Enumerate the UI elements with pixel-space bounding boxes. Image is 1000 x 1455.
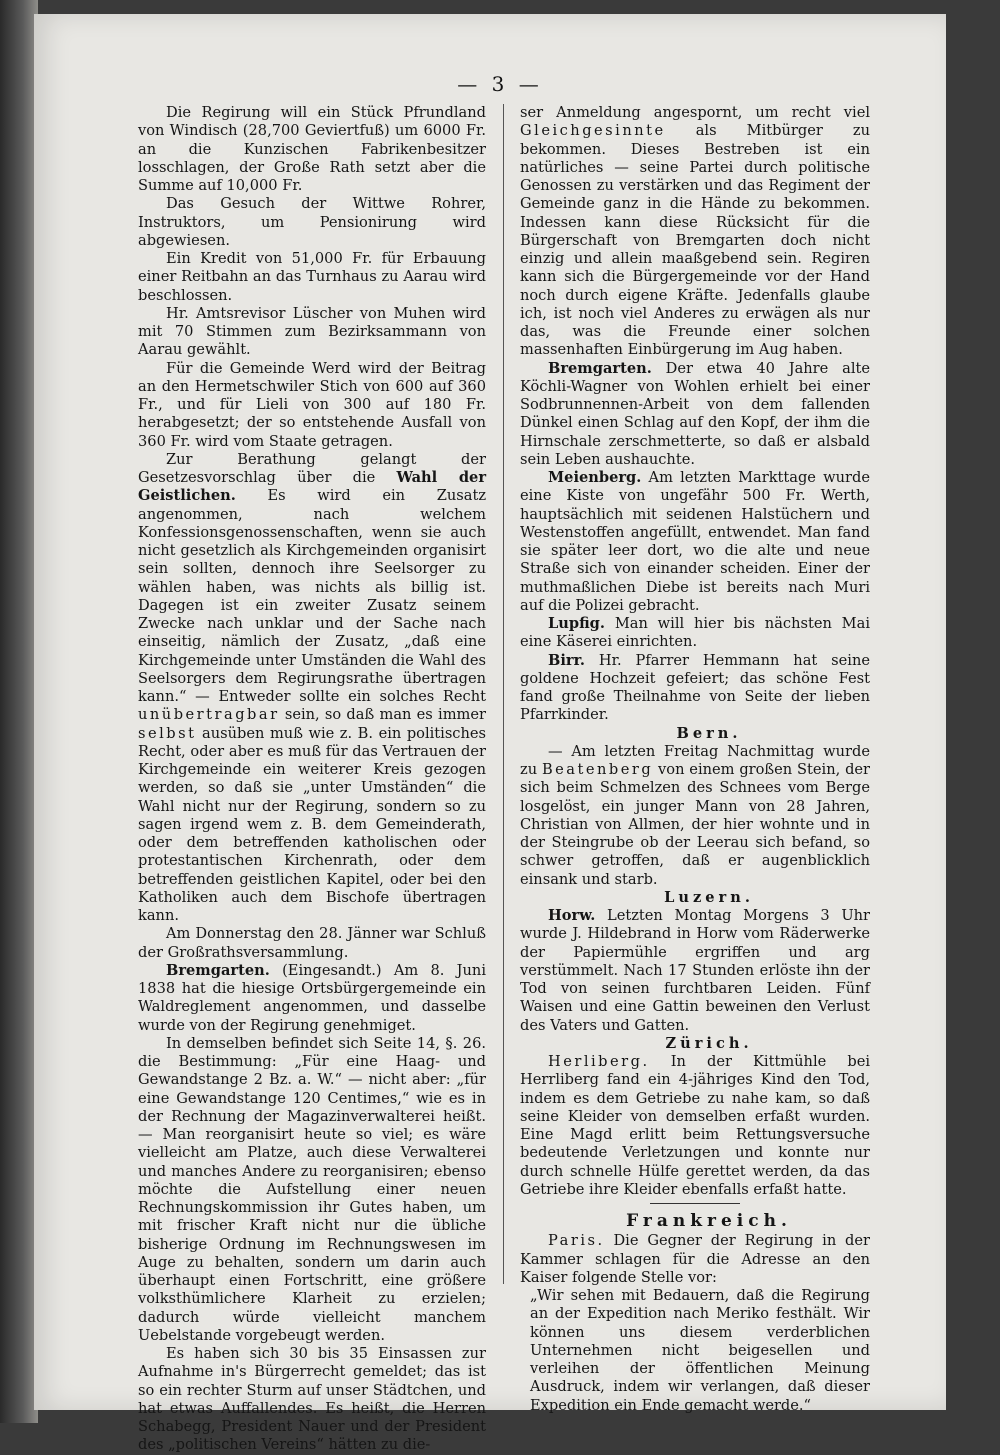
paragraph-bremgarten-unfall [520,360,870,470]
paragraph-bremgarten-wald [138,962,486,1035]
herliberg-spaced: Herliberg. [548,1053,650,1070]
lupfig-text: Man will hier bis nächsten Mai eine Käserei einrichten. [520,615,870,651]
paragraph-rohrer: Das Gesuch der Wittwe Rohrer, Instruktors, um Pensionirung wird abgewiesen. [138,195,486,249]
paragraph-bestimmung: In demselben befindet sich Seite 14, §. 26. die Bestimmung: „Für eine Haag- und Gewandstange 2 Bz. a. W.“ — nicht aber: „für eine Gewandstange 120 Centimes,“ wie es in der Rechnung der Magazinverwalterei heißt. — Man reorganisirt heute so viel; es wäre vielleicht am Platze, auch diese Verwalterei und manches Andere zu reorganisiren; ebenso möchte die Aufstellung einer neuen Rechnungskommission ihr Gutes haben, um mit frischer Kraft nicht nur die übliche bisherige Ordnung im Rechnungswesen im Auge zu behalten, sondern um darin auch überhaupt einen Fortschritt, eine größere volksthümlichere Klarheit zu erzielen; dadurch würde vielleicht manchem Uebelstande vorgebeugt werden. [138,1034,486,1344]
paragraph-horw [520,907,870,1035]
paragraph-paris [520,1232,870,1287]
wahl-text-1: Es wird ein Zusatz angenommen, nach welchem Konfessionsgenossenschaften, wenn sie auch nicht gesetzlich als Kirchgemeinden organisirt sein sollten, dennoch ihre Seelsorger zu wählen haben, was nichts als billig ist. Dagegen ist ein zweiter Zusatz seinem Zwecke nach unklar und der Sache nach einseitig, nämlich der Zusatz, „daß eine Kirchgemeinde unter Umständen die Wahl des Seelsorgers dem Regirungsrathe übertragen kann.“ — Entweder sollte ein solches Recht [138,487,487,705]
anmeldung-spaced: Gleichgesinnte [520,122,666,140]
anmeldung-text-1: ser Anmeldung angespornt, um recht viel [520,104,870,121]
wahl-text-2: sein, so daß man es immer [284,706,487,724]
paragraph-herliberg [520,1053,870,1199]
paragraph-pfrundland: Die Regirung will ein Stück Pfrundland von Windisch (28,700 Geviertfuß) um 6000 Fr. an die Kunzischen Fabrikenbesitzer losschlagen, der Große Rath setzt aber die Summe auf 10,000 Fr. [138,104,486,194]
column-divider [503,104,504,1284]
wahl-intro: Zur Berathung gelangt der Gesetzesvorschlag über die [138,450,486,486]
meienberg-keyword: Meienberg. [548,469,642,486]
beatenberg-text-2: von einem großen Stein, der sich beim Schmelzen des Schnees vom Berge losgelöst, ein junger Mann von 28 Jahren, Christian von Allmen, der hier wohnte und in der Steingrube ob der Leerau sich befand, so schwer getroffen, daß er augenblicklich einsank und starb. [520,761,871,888]
adresse-quote [520,1287,870,1415]
birr-text: Hr. Pfarrer Hemmann hat seine goldene Hochzeit gefeiert; das schöne Fest fand große Theilnahme von Seite der lieben Pfarrkinder. [520,651,870,724]
horw-keyword: Horw. [548,907,596,924]
bremgarten-keyword: Bremgarten. [166,961,270,979]
beatenberg-spaced: Beatenberg [541,761,654,778]
section-heading-luzern: Luzern. [664,888,754,906]
herliberg-text: In der Kittmühle bei Herrliberg fand ein 4-jähriges Kind den Tod, indem es dem Getriebe zu nahe kam, so daß seine Kleider von demselben erfaßt wurden. Eine Magd erlitt beim Rettungsversuche bedeutende Verletzungen und konnte nur durch schnelle Hülfe gerettet werden, da das Getriebe ihre Kleider ebenfalls erfaßt hatte. [520,1053,870,1198]
section-heading-frankreich: Frankreich. [626,1211,792,1231]
bremgarten-text: (Eingesandt.) Am 8. Juni 1838 hat die hiesige Ortsbürgergemeinde ein Waldreglement angenommen, und dasselbe wurde von der Regirung genehmiget. [138,961,486,1034]
anmeldung-text-2: als Mitbürger zu bekommen. Dieses Bestreben ist ein natürliches — seine Partei durch politische Genossen zu verstärken und das Regiment der Gemeinde ganz in die Hände zu bekommen. Indessen kann diese Rücksicht für die Bürgerschaft von Bremgarten doch nicht einzig und allein maaßgebend sein. Regiren kann sich die Bürgergemeinde vor der Hand noch durch eigene Kräfte. Jedenfalls glaube ich, ist noch viel Anderes zu erwägen als nur das, was die Freunde einer solchen massenhaften Einbürgerung im Aug haben. [520,122,871,359]
paragraph-lupfig [520,615,870,652]
paris-text: Die Gegner der Regirung in der Kammer schlagen für die Adresse an den Kaiser folgende Stelle vor: [520,1232,871,1286]
page-edge-shadow [0,0,38,1423]
paragraph-anmeldung [520,104,870,360]
left-column [138,104,486,1455]
paragraph-wahl [138,451,486,926]
section-heading-zuerich: Zürich. [665,1034,753,1052]
section-heading-bern: Bern. [676,724,742,742]
right-column [520,104,870,1415]
birr-keyword: Birr. [548,651,585,669]
paragraph-reitbahn: Ein Kredit von 51,000 Fr. für Erbauung einer Reitbahn an das Turnhaus zu Aarau wird beschlossen. [138,250,486,304]
wahl-keyword: Wahl der Geistlichen. [138,469,487,505]
page-number: — 3 — [457,72,543,96]
paragraph-werd: Für die Gemeinde Werd wird der Beitrag an den Hermetschwiler Stich von 600 auf 360 Fr., und für Lieli von 300 auf 180 Fr. herabgesetzt; der so entstehende Ausfall von 360 Fr. wird vom Staate getragen. [138,359,486,450]
bremgarten2-keyword: Bremgarten. [548,359,652,377]
beatenberg-text-1: — Am letzten Freitag Nachmittag wurde zu [520,742,870,778]
paragraph-meienberg [520,469,870,615]
lupfig-keyword: Lupfig. [548,615,605,632]
bremgarten2-text: Der etwa 40 Jahre alte Köchli-Wagner von Wohlen erhielt bei einer Sodbrunnennen-Arbeit von dem fallenden Dünkel einen Schlag auf den Kopf, der ihm die Hirnschale zerschmetterte, so daß er alsbald sein Leben aushauchte. [520,359,870,468]
paragraph-beatenberg [520,743,870,889]
wahl-text-3: ausüben muß wie z. B. ein politisches Recht, oder aber es muß für das Vertrauen der Kirchgemeinde ein weiterer Kreis gezogen werden, so daß sie „unter Umständen“ die Wahl nicht nur der Regirung, sondern so zu sagen irgend wem z. B. dem Gemeinderath, oder dem betreffenden katholischen oder protestantischen Kirchenrath, oder dem betreffenden geistlichen Kapitel, oder bei den Katholiken auch dem Bischofe übertragen kann. [138,724,487,924]
paragraph-luescher: Hr. Amtsrevisor Lüscher von Muhen wird mit 70 Stimmen zum Bezirksammann von Aarau gewählt. [138,304,486,359]
horw-text: Letzten Montag Morgens 3 Uhr wurde J. Hildebrand in Horw vom Räderwerke der Papiermühle ergriffen und arg verstümmelt. Nach 17 Stunden erlöste ihn der Tod von seinen furchtbaren Leiden. Fünf Waisen und eine Gattin beweinen den Verlust des Vaters und Gatten. [520,907,871,1034]
section-rule [650,1203,740,1204]
wahl-spaced-1: unübertragbar [138,706,280,724]
quote-text: „Wir sehen mit Bedauern, daß die Regirung an der Expedition nach Meriko festhält. Wir können uns diesem verderblichen Unternehmen nicht beigesellen und verleihen der öffentlichen Meinung Ausdruck, indem wir verlangen, daß dieser Expedition ein Ende gemacht werde.“ [530,1287,870,1414]
wahl-spaced-2: selbst [138,724,197,742]
paragraph-einsassen: Es haben sich 30 bis 35 Einsassen zur Aufnahme in's Bürgerrecht gemeldet; das ist so ein rechter Sturm auf unser Städtchen, und hat etwas Auffallendes. Es heißt, die Herren Schabegg, President Nauer und der President des „politischen Vereins“ hätten zu die- [138,1345,486,1454]
paris-spaced: Paris. [548,1232,605,1250]
paragraph-birr [520,652,870,725]
paragraph-schluss: Am Donnerstag den 28. Jänner war Schluß der Großrathsversammlung. [138,925,486,961]
meienberg-text: Am letzten Markttage wurde eine Kiste von ungefähr 500 Fr. Werth, hauptsächlich mit seidenen Halstüchern und Westenstoffen angefüllt, entwendet. Man fand sie später leer dort, wo die alte und neue Straße sich von einander scheiden. Einer der muthmaßlichen Diebe ist bereits nach Muri auf die Polizei gebracht. [520,469,870,614]
